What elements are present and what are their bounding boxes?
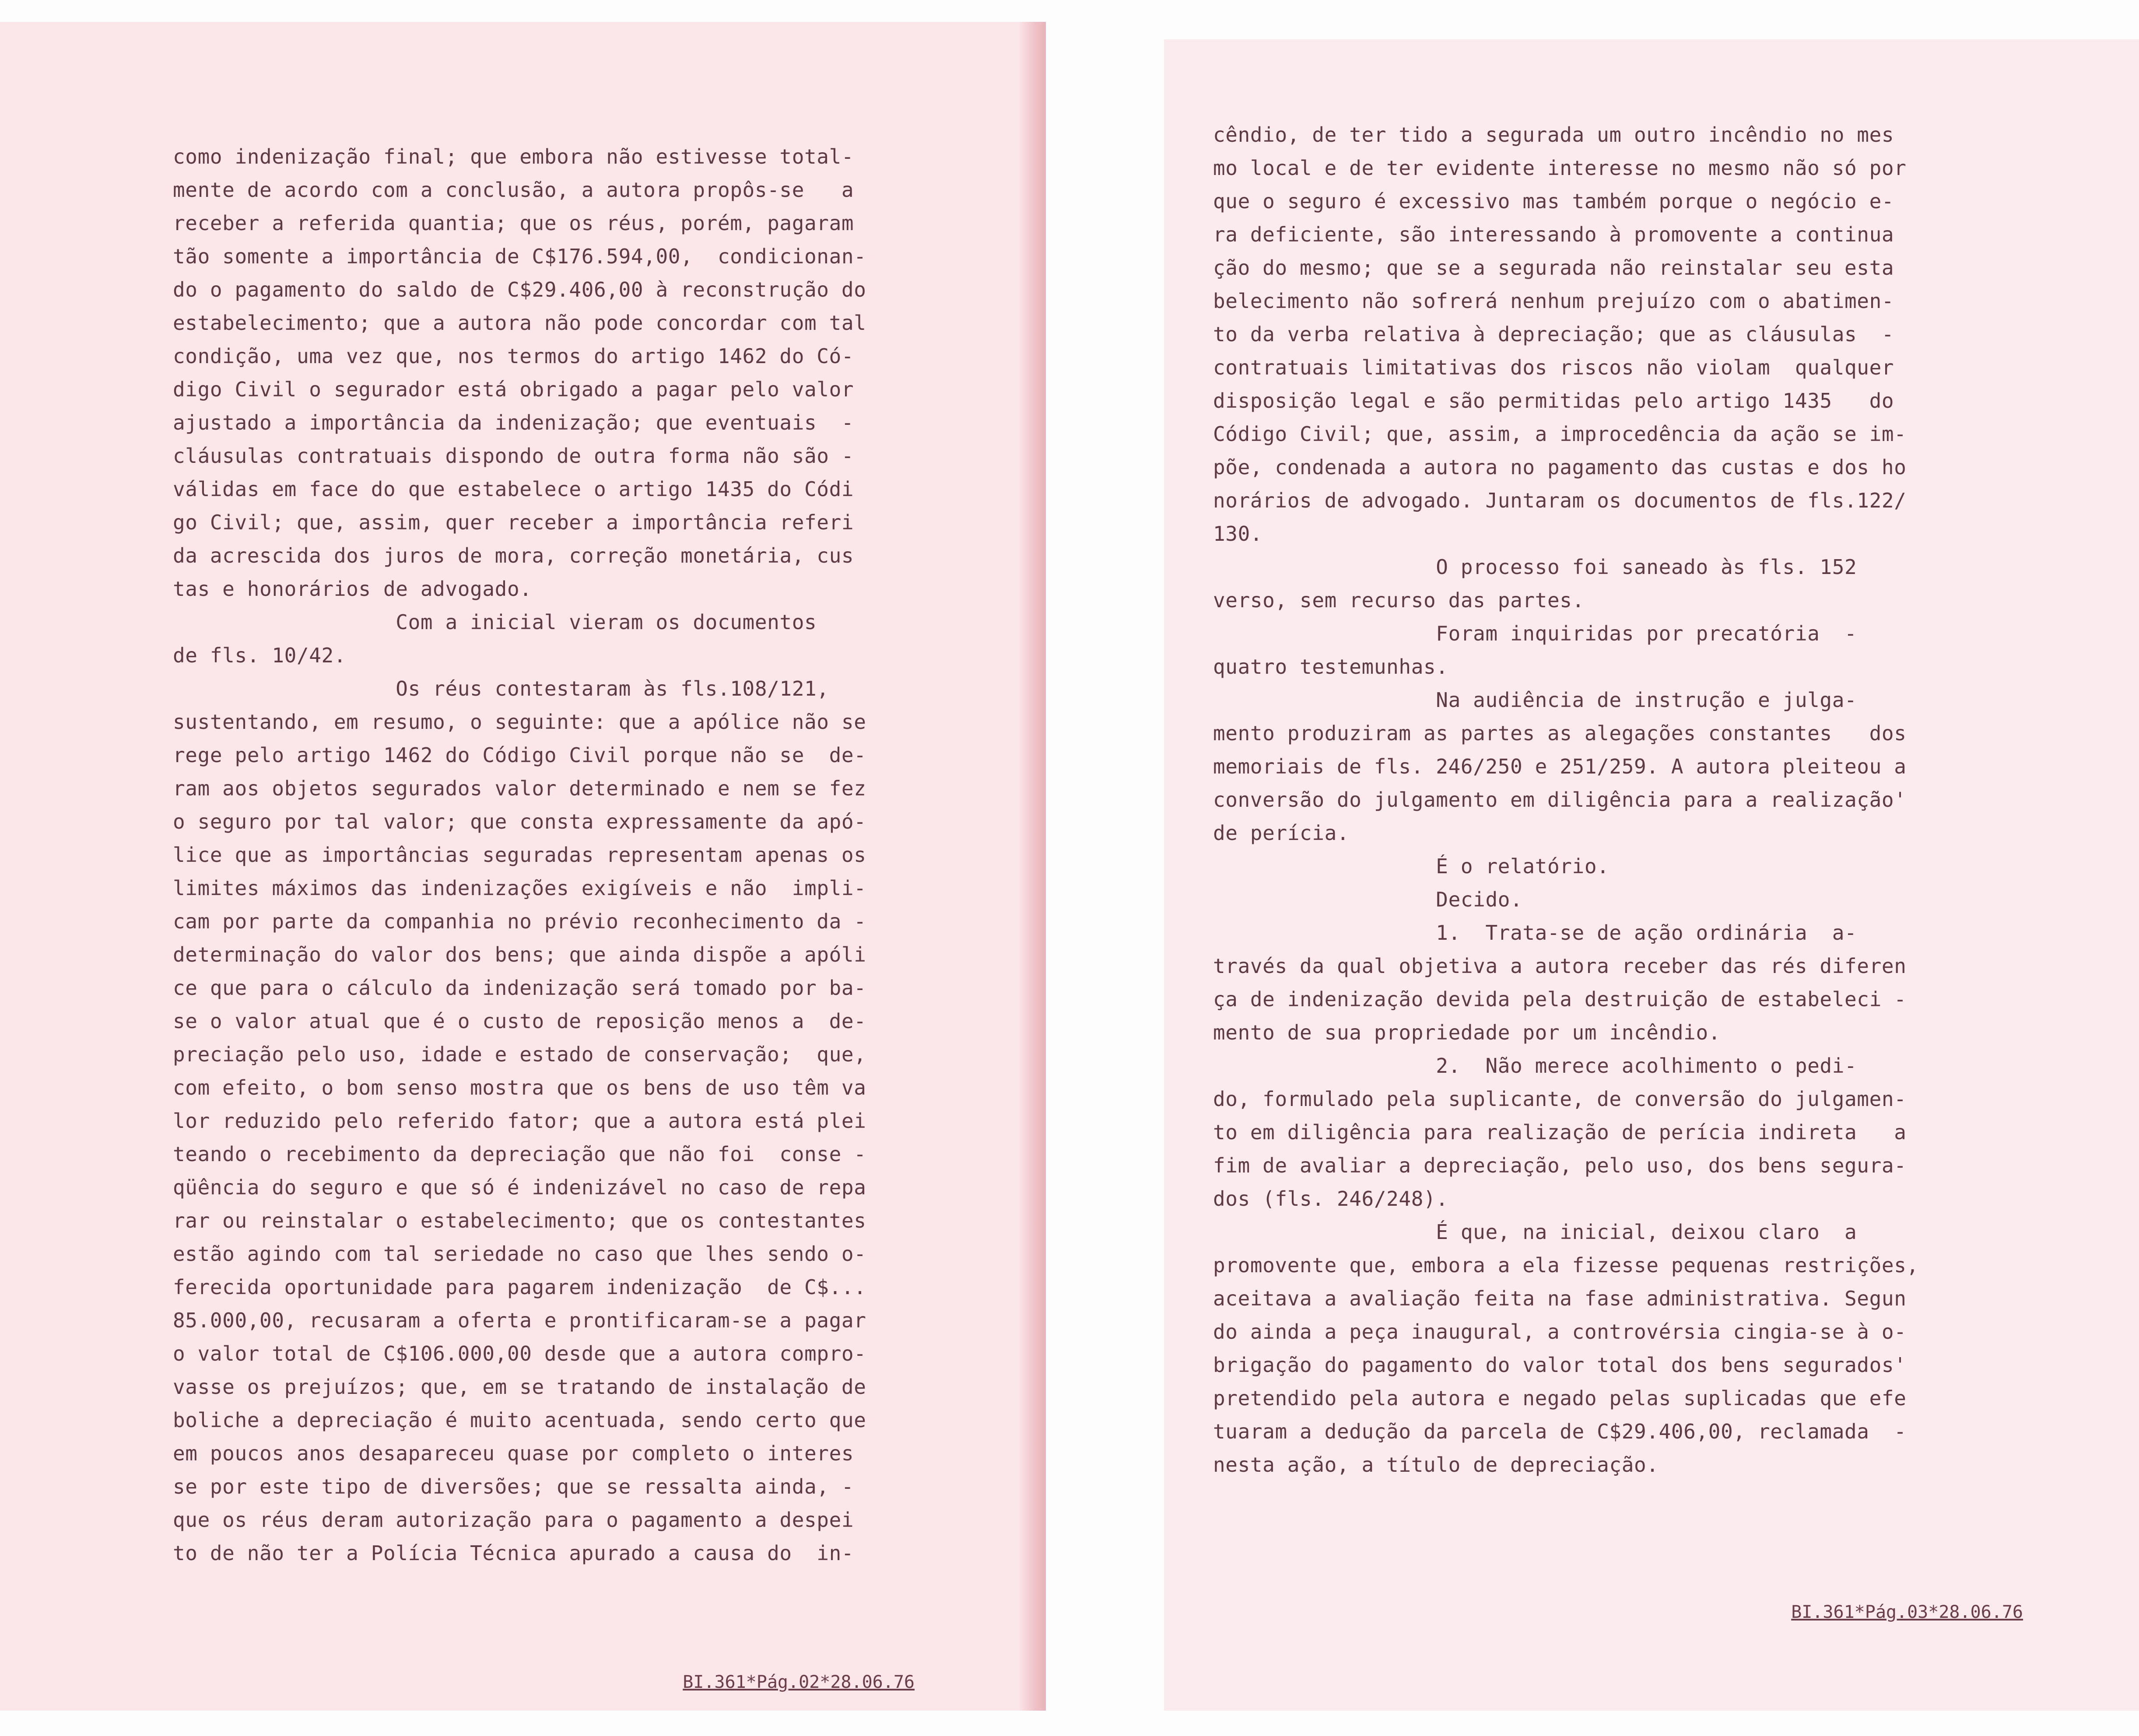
text-line: receber a referida quantia; que os réus, porém, pagaram xyxy=(173,211,854,235)
text-line: Código Civil; que, assim, a improcedência da ação se im- xyxy=(1213,422,1907,446)
text-line: como indenização final; que embora não estivesse total- xyxy=(173,145,854,168)
text-line: to da verba relativa à depreciação; que as cláusulas - xyxy=(1213,322,1894,346)
text-line: do, formulado pela suplicante, de conversão do julgamen- xyxy=(1213,1087,1907,1111)
text-line: ce que para o cálculo da indenização será tomado por ba- xyxy=(173,976,866,1000)
text-line: 85.000,00, recusaram a oferta e prontificaram-se a pagar xyxy=(173,1309,866,1332)
text-line: do o pagamento do saldo de C$29.406,00 à reconstrução do xyxy=(173,278,866,301)
text-line: É que, na inicial, deixou claro a xyxy=(1213,1220,1857,1244)
text-line: de perícia. xyxy=(1213,821,1350,845)
text-line: de fls. 10/42. xyxy=(173,644,347,667)
text-line: Os réus contestaram às fls.108/121, xyxy=(173,677,829,700)
text-line: determinação do valor dos bens; que ainda dispõe a apóli xyxy=(173,943,866,966)
text-line: em poucos anos desapareceu quase por completo o interes xyxy=(173,1442,854,1465)
right-page-text xyxy=(1213,118,2021,1481)
text-line: ajustado a importância da indenização; que eventuais - xyxy=(173,411,854,434)
text-line: cêndio, de ter tido a segurada um outro incêndio no mes xyxy=(1213,123,1894,147)
text-line: teando o recebimento da depreciação que não foi conse - xyxy=(173,1142,866,1166)
text-line: cláusulas contratuais dispondo de outra forma não são - xyxy=(173,444,854,468)
text-line: rar ou reinstalar o estabelecimento; que os contestantes xyxy=(173,1209,866,1232)
text-line: Foram inquiridas por precatória - xyxy=(1213,622,1857,645)
text-line: ção do mesmo; que se a segurada não reinstalar seu esta xyxy=(1213,256,1894,280)
text-line: través da qual objetiva a autora receber das rés diferen xyxy=(1213,954,1907,978)
text-line: válidas em face do que estabelece o artigo 1435 do Códi xyxy=(173,477,854,501)
text-line: cam por parte da companhia no prévio reconhecimento da - xyxy=(173,910,866,933)
text-line: verso, sem recurso das partes. xyxy=(1213,588,1585,612)
text-line: conversão do julgamento em diligência para a realização' xyxy=(1213,788,1907,812)
text-line: tuaram a dedução da parcela de C$29.406,00, reclamada - xyxy=(1213,1420,1907,1443)
text-line: go Civil; que, assim, quer receber a importância referi xyxy=(173,511,854,534)
text-line: ferecida oportunidade para pagarem indenização de C$... xyxy=(173,1275,866,1299)
text-line: disposição legal e são permitidas pelo artigo 1435 do xyxy=(1213,389,1894,413)
text-line: o seguro por tal valor; que consta expressamente da apó- xyxy=(173,810,866,833)
text-line: ça de indenização devida pela destruição de estabeleci - xyxy=(1213,987,1907,1011)
text-line: ra deficiente, são interessando à promovente a continua xyxy=(1213,223,1894,246)
text-line: da acrescida dos juros de mora, correção monetária, cus xyxy=(173,544,854,567)
text-line: mente de acordo com a conclusão, a autora propôs-se a xyxy=(173,178,854,202)
text-line: to de não ter a Polícia Técnica apurado a causa do in- xyxy=(173,1541,854,1565)
text-line: memoriais de fls. 246/250 e 251/259. A autora pleiteou a xyxy=(1213,755,1907,778)
text-line: tas e honorários de advogado. xyxy=(173,577,532,601)
text-line: do ainda a peça inaugural, a controvérsia cingia-se à o- xyxy=(1213,1320,1907,1344)
page-gutter xyxy=(1020,22,1046,1711)
text-line: mento produziram as partes as alegações constantes dos xyxy=(1213,721,1907,745)
text-line: 130. xyxy=(1213,522,1263,546)
left-page-footer: BI.361*Pág.02*28.06.76 xyxy=(683,1672,915,1692)
text-line: Decido. xyxy=(1213,888,1523,911)
text-line: contratuais limitativas dos riscos não violam qualquer xyxy=(1213,356,1894,379)
text-line: vasse os prejuízos; que, em se tratando de instalação de xyxy=(173,1375,866,1399)
text-line: mento de sua propriedade por um incêndio. xyxy=(1213,1021,1721,1044)
text-line: estabelecimento; que a autora não pode concordar com tal xyxy=(173,311,866,335)
text-line: com efeito, o bom senso mostra que os bens de uso têm va xyxy=(173,1076,866,1099)
text-line: pretendido pela autora e negado pelas suplicadas que efe xyxy=(1213,1386,1907,1410)
text-line: digo Civil o segurador está obrigado a pagar pelo valor xyxy=(173,378,854,401)
text-line: põe, condenada a autora no pagamento das custas e dos ho xyxy=(1213,455,1907,479)
text-line: dos (fls. 246/248). xyxy=(1213,1187,1448,1211)
text-line: que o seguro é excessivo mas também porque o negócio e- xyxy=(1213,189,1894,213)
text-line: se o valor atual que é o custo de reposição menos a de- xyxy=(173,1009,866,1033)
text-line: qüência do seguro e que só é indenizável no caso de repa xyxy=(173,1176,866,1199)
left-page xyxy=(0,22,1046,1711)
text-line: Com a inicial vieram os documentos xyxy=(173,610,817,634)
text-line: boliche a depreciação é muito acentuada, sendo certo que xyxy=(173,1408,866,1432)
text-line: promovente que, embora a ela fizesse pequenas restrições, xyxy=(1213,1253,1919,1277)
text-line: norários de advogado. Juntaram os documentos de fls.122/ xyxy=(1213,489,1907,512)
left-page-text xyxy=(173,140,950,1570)
text-line: Na audiência de instrução e julga- xyxy=(1213,688,1857,712)
right-page xyxy=(1164,39,2139,1711)
text-line: aceitava a avaliação feita na fase administrativa. Segun xyxy=(1213,1287,1907,1310)
text-line: rege pelo artigo 1462 do Código Civil porque não se de- xyxy=(173,743,866,767)
text-line: ram aos objetos segurados valor determinado e nem se fez xyxy=(173,777,866,800)
right-page-footer: BI.361*Pág.03*28.06.76 xyxy=(1791,1602,2023,1622)
text-line: se por este tipo de diversões; que se ressalta ainda, - xyxy=(173,1475,854,1498)
text-line: o valor total de C$106.000,00 desde que a autora compro- xyxy=(173,1342,866,1365)
text-line: fim de avaliar a depreciação, pelo uso, dos bens segura- xyxy=(1213,1154,1907,1177)
text-line: preciação pelo uso, idade e estado de conservação; que, xyxy=(173,1043,866,1066)
text-line: 1. Trata-se de ação ordinária a- xyxy=(1213,921,1857,945)
text-line: tão somente a importância de C$176.594,00, condicionan- xyxy=(173,245,866,268)
text-line: limites máximos das indenizações exigíveis e não impli- xyxy=(173,876,866,900)
text-line: mo local e de ter evidente interesse no mesmo não só por xyxy=(1213,156,1907,180)
text-line: O processo foi saneado às fls. 152 xyxy=(1213,555,1857,579)
text-line: nesta ação, a título de depreciação. xyxy=(1213,1453,1659,1477)
text-line: estão agindo com tal seriedade no caso que lhes sendo o- xyxy=(173,1242,866,1266)
text-line: quatro testemunhas. xyxy=(1213,655,1448,679)
text-line: lor reduzido pelo referido fator; que a autora está plei xyxy=(173,1109,866,1133)
text-line: É o relatório. xyxy=(1213,854,1610,878)
text-line: 2. Não merece acolhimento o pedi- xyxy=(1213,1054,1857,1078)
text-line: lice que as importâncias seguradas representam apenas os xyxy=(173,843,866,867)
text-line: condição, uma vez que, nos termos do artigo 1462 do Có- xyxy=(173,344,854,368)
text-line: brigação do pagamento do valor total dos bens segurados' xyxy=(1213,1353,1907,1377)
text-line: to em diligência para realização de perícia indireta a xyxy=(1213,1120,1907,1144)
text-line: sustentando, em resumo, o seguinte: que a apólice não se xyxy=(173,710,866,734)
text-line: que os réus deram autorização para o pagamento a despei xyxy=(173,1508,854,1532)
text-line: belecimento não sofrerá nenhum prejuízo com o abatimen- xyxy=(1213,289,1894,313)
